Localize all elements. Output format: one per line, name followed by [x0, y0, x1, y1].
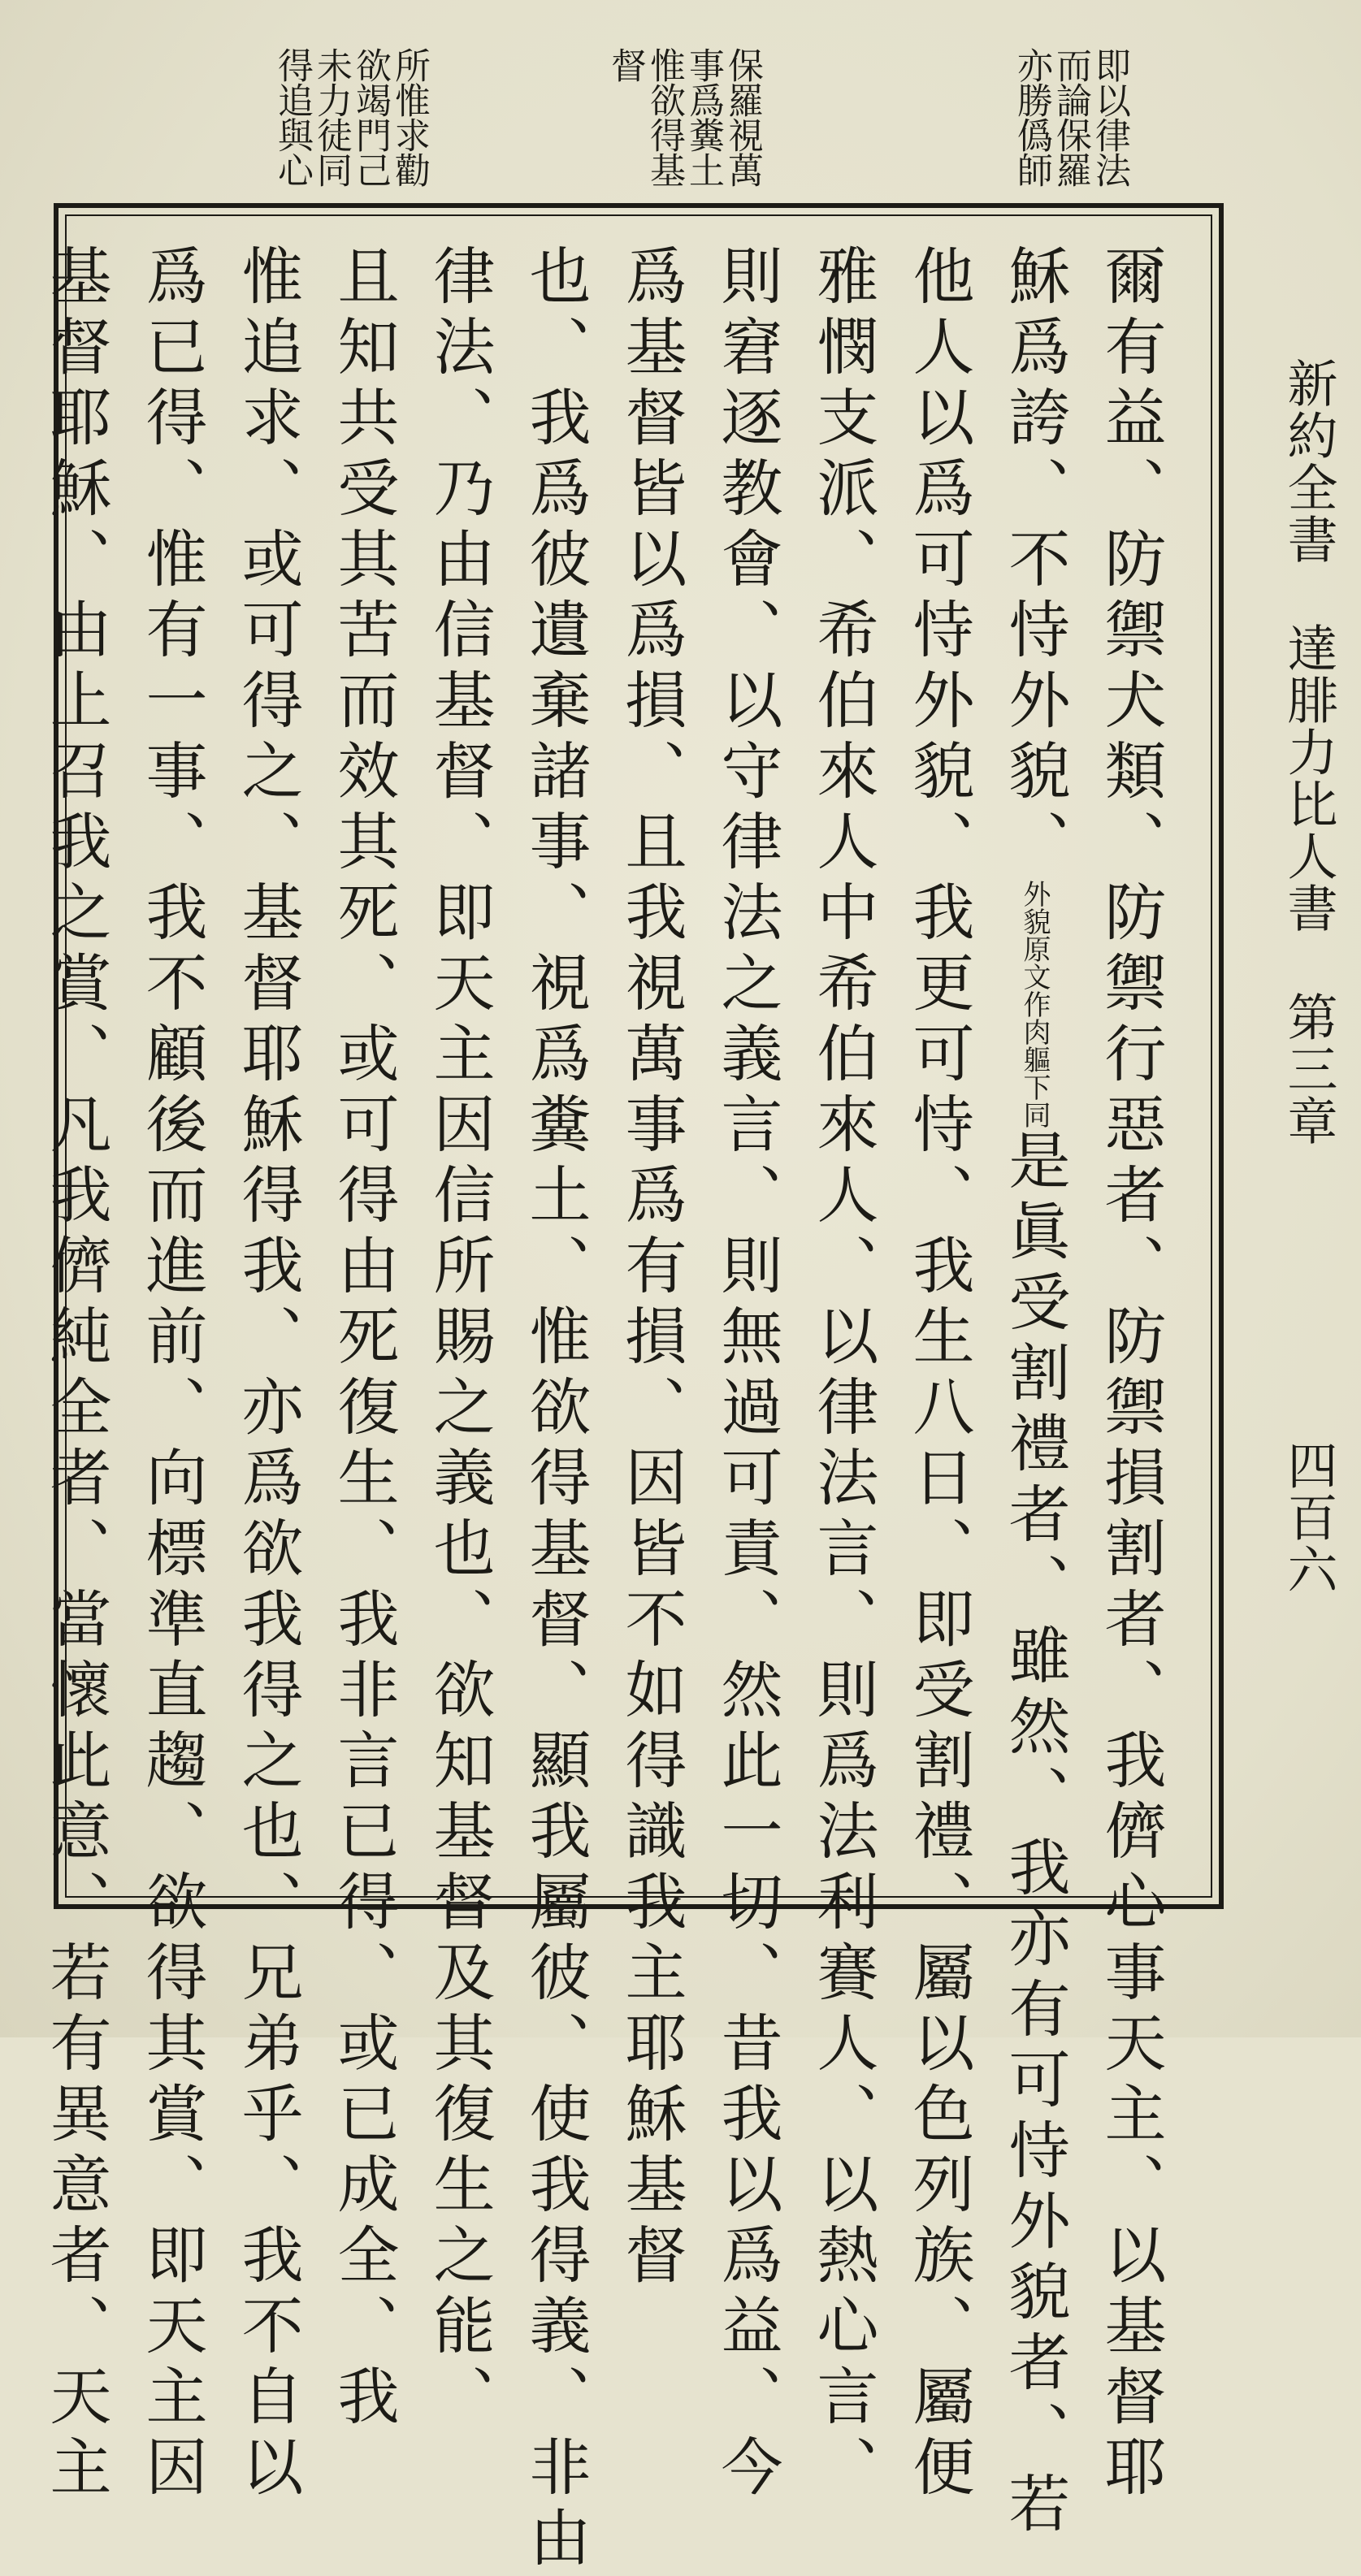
margin-note-line: 事爲糞土	[683, 47, 724, 187]
epistle-title: 達腓力比人書	[1279, 622, 1338, 934]
text-column: 也、我爲彼遺棄諸事、視爲糞土、惟欲得基督、顯我屬彼、使我得義、非由	[519, 244, 592, 2576]
margin-note	[272, 47, 428, 210]
text-column: 基督耶穌、由上召我之賞、凡我儕純全者、當懷此意、若有異意者、天主	[40, 244, 112, 2505]
book-title: 新約全書	[1279, 357, 1338, 565]
margin-note-line: 得追與心	[271, 47, 313, 187]
text-column: 爾有益、防禦犬類、防禦行惡者、防禦損割者、我儕心事天主、以基督耶	[1094, 244, 1167, 2505]
running-header	[1268, 357, 1341, 1942]
margin-note-line: 惟欲得基	[644, 47, 685, 187]
text-column: 爲已得、惟有一事、我不顧後而進前、向標準直趨、欲得其賞、即天主因	[136, 244, 208, 2505]
margin-note-line: 欲竭門己	[349, 47, 391, 187]
text-column	[986, 244, 1082, 2542]
margin-note-line: 亦勝僞師	[1011, 47, 1052, 187]
margin-note-line: 未力徒同	[310, 47, 352, 187]
margin-note-line: 而論保羅	[1050, 47, 1091, 187]
interlinear-gloss: 外貌原文作肉軀下同	[1018, 880, 1051, 1128]
text-column: 惟追求、或可得之、基督耶穌得我、亦爲欲我得之也、兄弟乎、我不自以	[232, 244, 304, 2505]
margin-note-line: 所惟求勸	[388, 47, 430, 187]
text-column: 爲基督皆以爲損、且我視萬事爲有損、因皆不如得識我主耶穌基督	[615, 244, 687, 2293]
margin-note-line: 保羅視萬	[722, 47, 763, 187]
margin-note-line: 督	[605, 47, 646, 82]
margin-note-line: 即以律法	[1089, 47, 1130, 187]
margin-note	[1012, 47, 1129, 210]
text-column: 雅憫支派、希伯來人中希伯來人、以律法言、則爲法利賽人、以熱心言、	[807, 244, 879, 2505]
body-text	[40, 244, 1178, 2576]
text-column: 則窘逐教會、以守律法之義言、則無過可責、然此一切、昔我以爲益、今	[711, 244, 783, 2505]
text-column: 他人以爲可恃外貌、我更可恃、我生八日、即受割禮、屬以色列族、屬便	[903, 244, 975, 2505]
margin-note	[605, 47, 761, 210]
text-column: 且知共受其苦而效其死、或可得由死復生、我非言已得、或已成全、我	[327, 244, 400, 2435]
text-segment: 穌爲誇、不恃外貌、	[999, 244, 1071, 880]
text-column: 律法、乃由信基督、即天主因信所賜之義也、欲知基督及其復生之能、	[423, 244, 496, 2435]
text-segment: 是眞受割禮者、雖然、我亦有可恃外貌者、若	[999, 1128, 1071, 2542]
chapter-label: 第三章	[1279, 991, 1338, 1147]
page-number: 四百六	[1279, 1440, 1338, 1595]
